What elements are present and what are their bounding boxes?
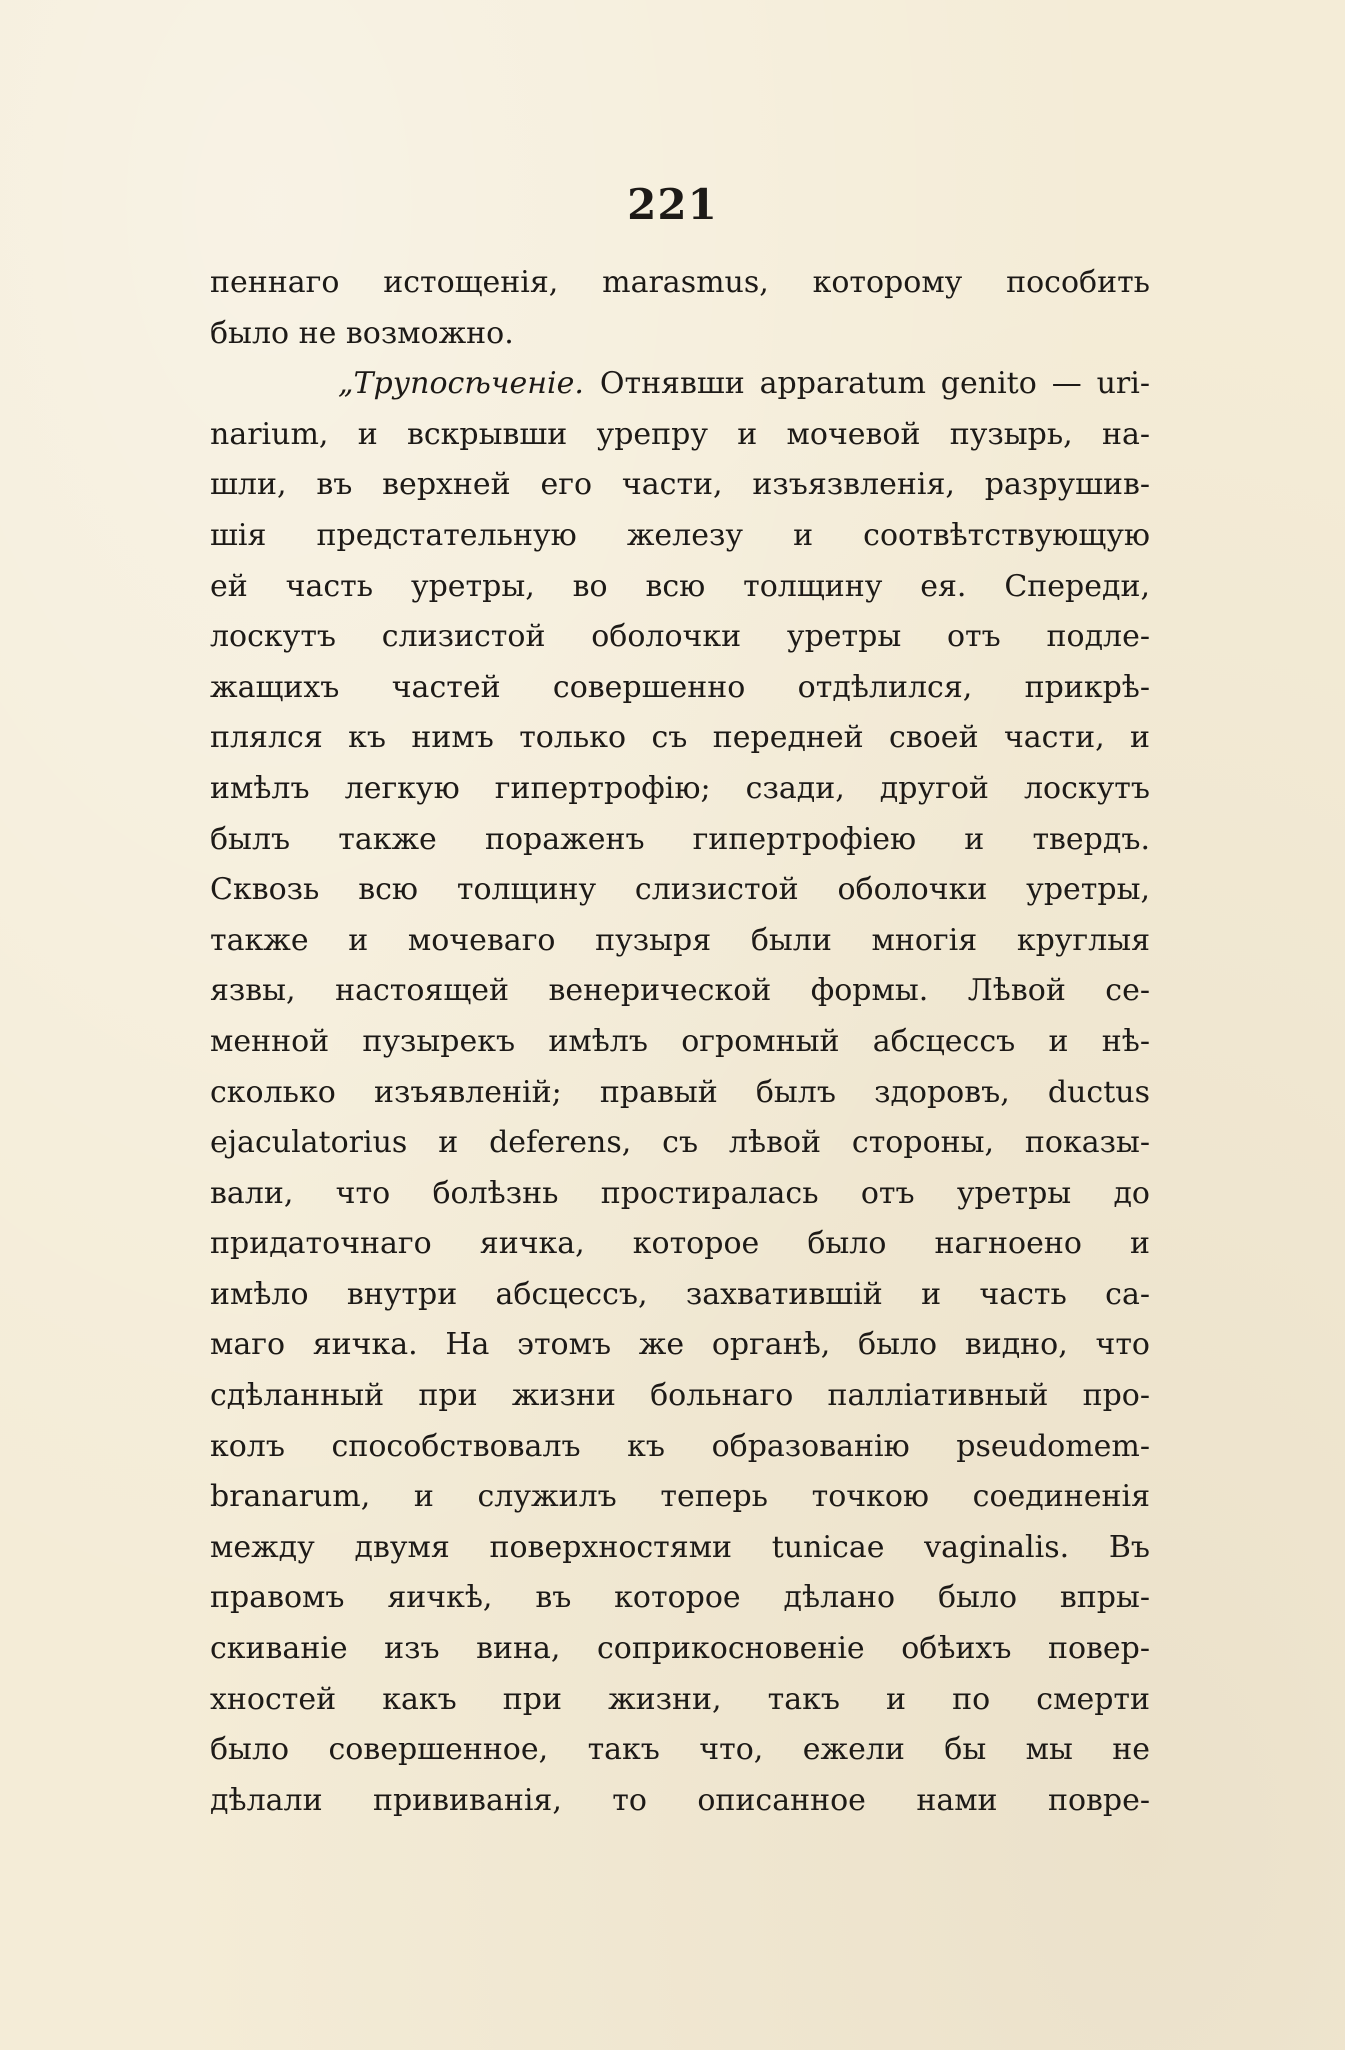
text-line-30: было совершенное, такъ что, ежели бы мы не	[210, 1732, 1150, 1768]
text-line-14: также и мочеваго пузыря были многія круглыя	[210, 922, 1150, 958]
text-line-2: было не возможно.	[210, 315, 514, 351]
text-line-25: branarum, и служилъ теперь точкою соединенія	[210, 1479, 1150, 1515]
text-line-12: былъ также пораженъ гипертрофіею и твердъ.	[210, 821, 1150, 857]
text-line-28: скиваніе изъ вина, соприкосновеніе обѣихъ повер-	[210, 1631, 1150, 1667]
section-heading: „Трупосѣченіе.	[338, 366, 584, 402]
body-text	[210, 258, 1150, 1826]
text-line-11: имѣлъ легкую гипертрофію; сзади, другой лоскутъ	[210, 770, 1150, 806]
text-line-21: имѣло внутри абсцессъ, захватившій и часть са-	[210, 1276, 1150, 1312]
text-line-27: правомъ яичкѣ, въ которое дѣлано было впры-	[210, 1580, 1150, 1616]
text-line-7: ей часть уретры, во всю толщину ея. Спереди,	[210, 568, 1150, 604]
text-line-16: менной пузырекъ имѣлъ огромный абсцессъ и нѣ-	[210, 1023, 1150, 1059]
text-line-10: плялся къ нимъ только съ передней своей части, и	[210, 720, 1150, 756]
page-number: 221	[627, 180, 718, 229]
text-line-26: между двумя поверхностями tunicae vaginalis. Въ	[210, 1529, 1150, 1565]
text-line-8: лоскутъ слизистой оболочки уретры отъ подле-	[210, 619, 1150, 655]
text-line-13: Сквозь всю толщину слизистой оболочки уретры,	[210, 872, 1150, 908]
text-line-3-rest: Отнявши apparatum genito — uri-	[599, 366, 1150, 402]
text-line-1: пеннаго истощенія, marasmus, которому пособить	[210, 265, 1150, 300]
text-line-18: ejaculatorius и deferens, съ лѣвой стороны, показы-	[210, 1125, 1150, 1161]
text-line-6: шія предстательную железу и соотвѣтствующую	[210, 517, 1150, 553]
text-line-29: хностей какъ при жизни, такъ и по смерти	[210, 1681, 1150, 1717]
text-line-23: сдѣланный при жизни больнаго палліативный про-	[210, 1378, 1150, 1414]
text-line-5: шли, въ верхней его части, изъязвленія, разрушив-	[210, 467, 1150, 503]
text-line-31: дѣлали прививанія, то описанное нами повре-	[210, 1782, 1150, 1818]
text-line-22: маго яичка. На этомъ же органѣ, было видно, что	[210, 1327, 1150, 1363]
text-line-9: жащихъ частей совершенно отдѣлился, прикрѣ-	[210, 669, 1150, 705]
text-line-4: narium, и вскрывши урепру и мочевой пузырь, на-	[210, 416, 1150, 452]
text-line-24: колъ способствовалъ къ образованію pseudomem-	[210, 1428, 1150, 1464]
text-line-15: язвы, настоящей венерической формы. Лѣвой се-	[210, 973, 1150, 1009]
text-line-17: сколько изъявленій; правый былъ здоровъ, ductus	[210, 1074, 1150, 1110]
text-line-19: вали, что болѣзнь простиралась отъ уретры до	[210, 1175, 1150, 1211]
text-line-20: придаточнаго яичка, которое было нагноено и	[210, 1226, 1150, 1262]
text-line-3	[210, 359, 1150, 410]
